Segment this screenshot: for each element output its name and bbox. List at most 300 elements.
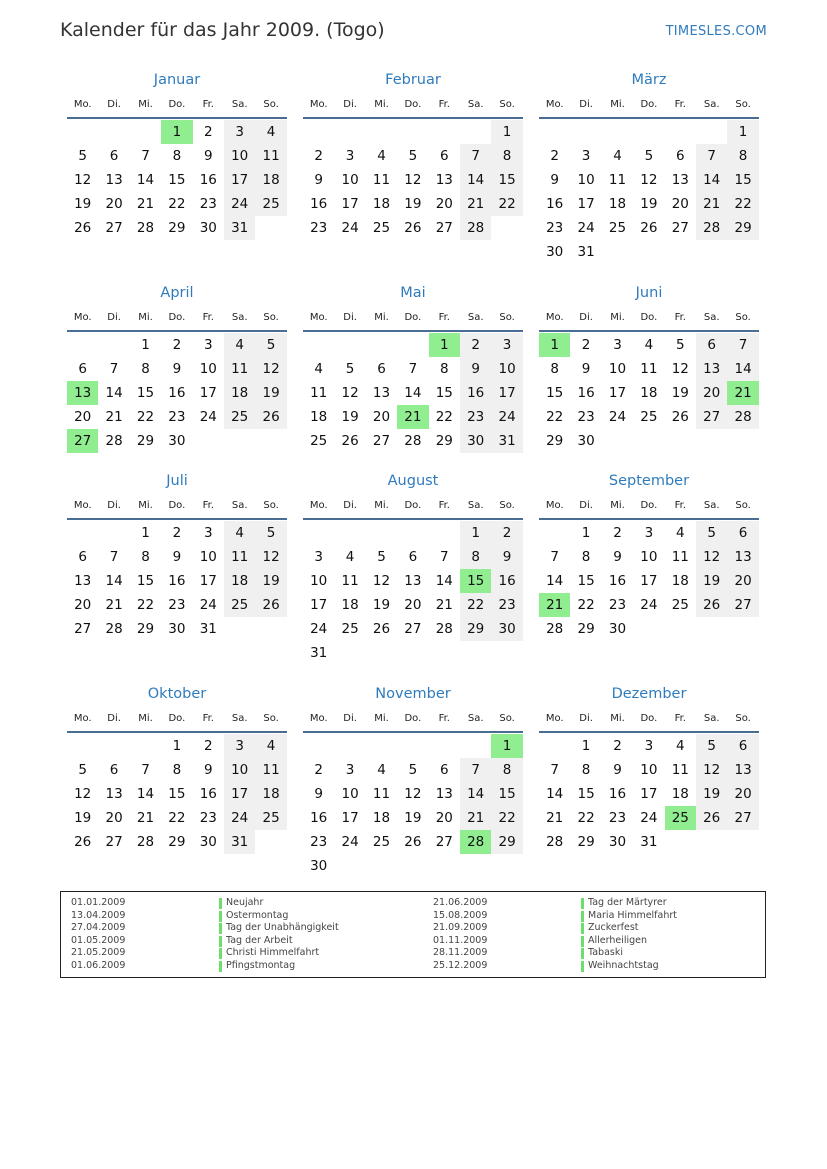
day-cell[interactable]: 26	[640, 220, 658, 236]
day-cell[interactable]: 29	[435, 433, 453, 449]
holiday-day-cell[interactable]: 21	[727, 381, 758, 405]
day-cell[interactable]: 27	[727, 806, 758, 830]
day-cell[interactable]: 6	[439, 762, 449, 778]
day-cell[interactable]: 6	[78, 361, 87, 377]
day-cell[interactable]: 9	[203, 762, 213, 778]
day-cell[interactable]: 11	[671, 549, 689, 565]
holiday-day-cell[interactable]: 21	[539, 593, 570, 617]
day-cell[interactable]: 2	[314, 148, 323, 164]
day-cell[interactable]: 7	[109, 549, 119, 565]
day-cell[interactable]: 23	[460, 405, 491, 429]
day-cell[interactable]: 13	[74, 573, 92, 589]
day-cell[interactable]: 2	[550, 148, 559, 164]
day-cell[interactable]: 4	[224, 521, 255, 545]
day-cell[interactable]: 7	[109, 361, 119, 377]
day-cell[interactable]: 31	[224, 830, 255, 854]
day-cell[interactable]: 2	[172, 337, 182, 353]
holiday-day-cell[interactable]: 27	[67, 429, 98, 453]
day-cell[interactable]: 27	[727, 593, 758, 617]
day-cell[interactable]: 15	[577, 786, 595, 802]
day-cell[interactable]: 30	[460, 429, 491, 453]
day-cell[interactable]: 8	[491, 758, 522, 782]
day-cell[interactable]: 4	[377, 148, 386, 164]
day-cell[interactable]: 15	[577, 573, 595, 589]
day-cell[interactable]: 4	[675, 525, 685, 541]
day-cell[interactable]: 18	[671, 573, 689, 589]
day-cell[interactable]: 24	[224, 192, 255, 216]
day-cell[interactable]: 20	[404, 597, 422, 613]
day-cell[interactable]: 3	[224, 120, 255, 144]
day-cell[interactable]: 29	[168, 834, 186, 850]
day-cell[interactable]: 6	[408, 549, 418, 565]
day-cell[interactable]: 26	[696, 593, 727, 617]
day-cell[interactable]: 3	[613, 337, 622, 353]
day-cell[interactable]: 16	[168, 385, 186, 401]
day-cell[interactable]: 22	[491, 192, 522, 216]
day-cell[interactable]: 7	[550, 549, 559, 565]
day-cell[interactable]: 17	[491, 381, 522, 405]
day-cell[interactable]: 3	[345, 762, 355, 778]
day-cell[interactable]: 17	[224, 782, 255, 806]
day-cell[interactable]: 21	[136, 810, 155, 826]
day-cell[interactable]: 26	[404, 834, 422, 850]
day-cell[interactable]: 14	[546, 786, 564, 802]
day-cell[interactable]: 30	[608, 621, 627, 637]
day-cell[interactable]: 9	[172, 361, 182, 377]
day-cell[interactable]: 28	[546, 834, 564, 850]
day-cell[interactable]: 29	[546, 433, 564, 449]
day-cell[interactable]: 22	[546, 409, 564, 425]
day-cell[interactable]: 6	[696, 333, 727, 357]
day-cell[interactable]: 24	[199, 597, 217, 613]
day-cell[interactable]: 12	[74, 786, 92, 802]
day-cell[interactable]: 31	[199, 621, 217, 637]
day-cell[interactable]: 3	[224, 734, 255, 758]
day-cell[interactable]: 26	[255, 405, 286, 429]
day-cell[interactable]: 22	[727, 192, 758, 216]
day-cell[interactable]: 28	[727, 405, 758, 429]
day-cell[interactable]: 25	[671, 597, 689, 613]
day-cell[interactable]: 29	[136, 621, 155, 637]
day-cell[interactable]: 11	[255, 144, 286, 168]
day-cell[interactable]: 14	[136, 172, 155, 188]
day-cell[interactable]: 3	[644, 738, 654, 754]
day-cell[interactable]: 22	[435, 409, 453, 425]
day-cell[interactable]: 30	[491, 617, 522, 641]
day-cell[interactable]: 3	[203, 337, 213, 353]
day-cell[interactable]: 7	[408, 361, 418, 377]
day-cell[interactable]: 18	[640, 385, 658, 401]
day-cell[interactable]: 23	[310, 220, 328, 236]
day-cell[interactable]: 19	[341, 409, 359, 425]
day-cell[interactable]: 4	[377, 762, 386, 778]
day-cell[interactable]: 21	[105, 409, 123, 425]
day-cell[interactable]: 17	[640, 786, 658, 802]
day-cell[interactable]: 26	[74, 834, 92, 850]
day-cell[interactable]: 19	[255, 569, 286, 593]
day-cell[interactable]: 13	[372, 385, 391, 401]
day-cell[interactable]: 9	[613, 762, 622, 778]
day-cell[interactable]: 10	[199, 361, 217, 377]
day-cell[interactable]: 30	[577, 433, 595, 449]
day-cell[interactable]: 20	[696, 381, 727, 405]
day-cell[interactable]: 6	[109, 148, 119, 164]
day-cell[interactable]: 1	[141, 337, 150, 353]
day-cell[interactable]: 5	[696, 521, 727, 545]
day-cell[interactable]: 30	[546, 244, 564, 260]
day-cell[interactable]: 6	[439, 148, 449, 164]
day-cell[interactable]: 28	[105, 433, 123, 449]
day-cell[interactable]: 10	[577, 172, 595, 188]
day-cell[interactable]: 15	[546, 385, 564, 401]
day-cell[interactable]: 21	[460, 806, 491, 830]
day-cell[interactable]: 28	[546, 621, 564, 637]
day-cell[interactable]: 7	[460, 144, 491, 168]
day-cell[interactable]: 12	[255, 545, 286, 569]
holiday-day-cell[interactable]: 1	[161, 120, 192, 144]
day-cell[interactable]: 13	[435, 786, 453, 802]
day-cell[interactable]: 20	[435, 810, 453, 826]
day-cell[interactable]: 17	[640, 573, 658, 589]
day-cell[interactable]: 10	[310, 573, 328, 589]
day-cell[interactable]: 14	[546, 573, 564, 589]
day-cell[interactable]: 30	[199, 220, 217, 236]
day-cell[interactable]: 6	[377, 361, 386, 377]
day-cell[interactable]: 4	[255, 120, 286, 144]
day-cell[interactable]: 19	[74, 810, 92, 826]
day-cell[interactable]: 2	[613, 525, 622, 541]
day-cell[interactable]: 31	[491, 429, 522, 453]
day-cell[interactable]: 29	[577, 834, 595, 850]
day-cell[interactable]: 27	[105, 220, 123, 236]
day-cell[interactable]: 17	[341, 810, 359, 826]
day-cell[interactable]: 28	[696, 216, 727, 240]
day-cell[interactable]: 20	[74, 597, 92, 613]
day-cell[interactable]: 7	[141, 148, 150, 164]
day-cell[interactable]: 2	[613, 738, 622, 754]
day-cell[interactable]: 14	[105, 573, 123, 589]
day-cell[interactable]: 16	[199, 786, 217, 802]
day-cell[interactable]: 6	[727, 734, 758, 758]
day-cell[interactable]: 16	[546, 196, 564, 212]
day-cell[interactable]: 7	[696, 144, 727, 168]
day-cell[interactable]: 18	[372, 196, 391, 212]
day-cell[interactable]: 16	[310, 810, 328, 826]
holiday-day-cell[interactable]: 1	[429, 333, 460, 357]
day-cell[interactable]: 8	[460, 545, 491, 569]
day-cell[interactable]: 8	[550, 361, 559, 377]
day-cell[interactable]: 16	[199, 172, 217, 188]
day-cell[interactable]: 24	[310, 621, 328, 637]
day-cell[interactable]: 20	[435, 196, 453, 212]
day-cell[interactable]: 24	[491, 405, 522, 429]
day-cell[interactable]: 11	[608, 172, 627, 188]
day-cell[interactable]: 8	[141, 361, 150, 377]
day-cell[interactable]: 12	[74, 172, 92, 188]
day-cell[interactable]: 12	[696, 758, 727, 782]
day-cell[interactable]: 3	[581, 148, 591, 164]
day-cell[interactable]: 8	[581, 762, 591, 778]
day-cell[interactable]: 24	[224, 806, 255, 830]
day-cell[interactable]: 7	[460, 758, 491, 782]
day-cell[interactable]: 28	[404, 433, 422, 449]
day-cell[interactable]: 1	[581, 525, 591, 541]
day-cell[interactable]: 19	[404, 810, 422, 826]
day-cell[interactable]: 5	[345, 361, 355, 377]
day-cell[interactable]: 10	[640, 549, 658, 565]
day-cell[interactable]: 25	[224, 405, 255, 429]
day-cell[interactable]: 6	[109, 762, 119, 778]
day-cell[interactable]: 9	[550, 172, 559, 188]
day-cell[interactable]: 27	[435, 834, 453, 850]
day-cell[interactable]: 26	[372, 621, 391, 637]
day-cell[interactable]: 29	[727, 216, 758, 240]
day-cell[interactable]: 24	[640, 597, 658, 613]
day-cell[interactable]: 30	[168, 433, 186, 449]
day-cell[interactable]: 26	[696, 806, 727, 830]
day-cell[interactable]: 17	[577, 196, 595, 212]
day-cell[interactable]: 5	[255, 521, 286, 545]
day-cell[interactable]: 5	[377, 549, 386, 565]
day-cell[interactable]: 14	[696, 168, 727, 192]
day-cell[interactable]: 9	[581, 361, 591, 377]
day-cell[interactable]: 10	[608, 361, 627, 377]
holiday-day-cell[interactable]: 1	[491, 734, 522, 758]
day-cell[interactable]: 9	[491, 545, 522, 569]
day-cell[interactable]: 8	[727, 144, 758, 168]
day-cell[interactable]: 18	[224, 381, 255, 405]
day-cell[interactable]: 10	[640, 762, 658, 778]
day-cell[interactable]: 5	[408, 762, 418, 778]
day-cell[interactable]: 11	[341, 573, 359, 589]
day-cell[interactable]: 27	[435, 220, 453, 236]
day-cell[interactable]: 24	[577, 220, 595, 236]
day-cell[interactable]: 18	[341, 597, 359, 613]
day-cell[interactable]: 22	[577, 810, 595, 826]
day-cell[interactable]: 13	[404, 573, 422, 589]
day-cell[interactable]: 20	[671, 196, 689, 212]
day-cell[interactable]: 17	[224, 168, 255, 192]
day-cell[interactable]: 16	[608, 573, 627, 589]
day-cell[interactable]: 5	[696, 734, 727, 758]
day-cell[interactable]: 18	[671, 786, 689, 802]
day-cell[interactable]: 14	[727, 357, 758, 381]
day-cell[interactable]: 13	[696, 357, 727, 381]
day-cell[interactable]: 18	[224, 569, 255, 593]
day-cell[interactable]: 9	[314, 786, 323, 802]
day-cell[interactable]: 8	[172, 148, 182, 164]
day-cell[interactable]: 4	[644, 337, 654, 353]
day-cell[interactable]: 25	[608, 220, 627, 236]
day-cell[interactable]: 29	[168, 220, 186, 236]
day-cell[interactable]: 24	[341, 220, 359, 236]
day-cell[interactable]: 31	[310, 645, 328, 661]
day-cell[interactable]: 4	[675, 738, 685, 754]
day-cell[interactable]: 2	[203, 124, 213, 140]
day-cell[interactable]: 19	[696, 569, 727, 593]
day-cell[interactable]: 6	[78, 549, 87, 565]
day-cell[interactable]: 5	[408, 148, 418, 164]
day-cell[interactable]: 11	[640, 361, 658, 377]
day-cell[interactable]: 19	[372, 597, 391, 613]
day-cell[interactable]: 31	[224, 216, 255, 240]
day-cell[interactable]: 4	[255, 734, 286, 758]
day-cell[interactable]: 28	[105, 621, 123, 637]
day-cell[interactable]: 3	[203, 525, 213, 541]
day-cell[interactable]: 23	[546, 220, 564, 236]
day-cell[interactable]: 4	[224, 333, 255, 357]
day-cell[interactable]: 14	[404, 385, 422, 401]
day-cell[interactable]: 13	[435, 172, 453, 188]
day-cell[interactable]: 18	[608, 196, 627, 212]
day-cell[interactable]: 9	[203, 148, 213, 164]
day-cell[interactable]: 4	[613, 148, 622, 164]
day-cell[interactable]: 8	[141, 549, 150, 565]
day-cell[interactable]: 23	[168, 409, 186, 425]
day-cell[interactable]: 11	[224, 357, 255, 381]
day-cell[interactable]: 1	[141, 525, 150, 541]
day-cell[interactable]: 23	[608, 810, 627, 826]
day-cell[interactable]: 2	[581, 337, 591, 353]
day-cell[interactable]: 11	[671, 762, 689, 778]
day-cell[interactable]: 9	[613, 549, 622, 565]
day-cell[interactable]: 19	[671, 385, 689, 401]
day-cell[interactable]: 25	[372, 220, 391, 236]
day-cell[interactable]: 29	[136, 433, 155, 449]
day-cell[interactable]: 28	[136, 220, 155, 236]
day-cell[interactable]: 22	[577, 597, 595, 613]
day-cell[interactable]: 27	[404, 621, 422, 637]
day-cell[interactable]: 19	[696, 782, 727, 806]
day-cell[interactable]: 1	[727, 120, 758, 144]
day-cell[interactable]: 23	[168, 597, 186, 613]
day-cell[interactable]: 12	[404, 786, 422, 802]
day-cell[interactable]: 5	[255, 333, 286, 357]
day-cell[interactable]: 24	[608, 409, 627, 425]
day-cell[interactable]: 23	[608, 597, 627, 613]
day-cell[interactable]: 22	[136, 409, 155, 425]
day-cell[interactable]: 22	[460, 593, 491, 617]
day-cell[interactable]: 15	[491, 782, 522, 806]
day-cell[interactable]: 15	[136, 385, 155, 401]
day-cell[interactable]: 19	[255, 381, 286, 405]
day-cell[interactable]: 4	[345, 549, 355, 565]
day-cell[interactable]: 16	[577, 385, 595, 401]
day-cell[interactable]: 7	[550, 762, 559, 778]
day-cell[interactable]: 25	[372, 834, 391, 850]
day-cell[interactable]: 12	[372, 573, 391, 589]
day-cell[interactable]: 27	[105, 834, 123, 850]
day-cell[interactable]: 30	[310, 858, 328, 874]
day-cell[interactable]: 14	[136, 786, 155, 802]
day-cell[interactable]: 10	[341, 786, 359, 802]
day-cell[interactable]: 30	[168, 621, 186, 637]
day-cell[interactable]: 31	[640, 834, 658, 850]
day-cell[interactable]: 11	[255, 758, 286, 782]
day-cell[interactable]: 30	[608, 834, 627, 850]
day-cell[interactable]: 23	[577, 409, 595, 425]
day-cell[interactable]: 21	[460, 192, 491, 216]
day-cell[interactable]: 7	[439, 549, 449, 565]
day-cell[interactable]: 8	[491, 144, 522, 168]
day-cell[interactable]: 29	[491, 830, 522, 854]
day-cell[interactable]: 12	[341, 385, 359, 401]
day-cell[interactable]: 3	[314, 549, 323, 565]
day-cell[interactable]: 6	[727, 521, 758, 545]
day-cell[interactable]: 12	[640, 172, 658, 188]
day-cell[interactable]: 6	[675, 148, 685, 164]
day-cell[interactable]: 19	[74, 196, 92, 212]
day-cell[interactable]: 29	[577, 621, 595, 637]
day-cell[interactable]: 4	[314, 361, 323, 377]
holiday-day-cell[interactable]: 1	[539, 333, 570, 357]
day-cell[interactable]: 22	[136, 597, 155, 613]
day-cell[interactable]: 19	[404, 196, 422, 212]
day-cell[interactable]: 14	[460, 782, 491, 806]
day-cell[interactable]: 17	[199, 573, 217, 589]
day-cell[interactable]: 11	[372, 786, 391, 802]
day-cell[interactable]: 3	[644, 525, 654, 541]
day-cell[interactable]: 29	[460, 617, 491, 641]
day-cell[interactable]: 20	[74, 409, 92, 425]
day-cell[interactable]: 16	[168, 573, 186, 589]
day-cell[interactable]: 13	[727, 758, 758, 782]
day-cell[interactable]: 25	[640, 409, 658, 425]
day-cell[interactable]: 3	[345, 148, 355, 164]
day-cell[interactable]: 10	[491, 357, 522, 381]
day-cell[interactable]: 21	[105, 597, 123, 613]
day-cell[interactable]: 23	[199, 196, 217, 212]
holiday-day-cell[interactable]: 21	[397, 405, 428, 429]
day-cell[interactable]: 1	[460, 521, 491, 545]
day-cell[interactable]: 16	[608, 786, 627, 802]
day-cell[interactable]: 18	[255, 168, 286, 192]
day-cell[interactable]: 28	[460, 216, 491, 240]
day-cell[interactable]: 16	[491, 569, 522, 593]
day-cell[interactable]: 12	[671, 361, 689, 377]
day-cell[interactable]: 13	[671, 172, 689, 188]
day-cell[interactable]: 10	[199, 549, 217, 565]
day-cell[interactable]: 17	[199, 385, 217, 401]
day-cell[interactable]: 11	[224, 545, 255, 569]
day-cell[interactable]: 25	[310, 433, 328, 449]
day-cell[interactable]: 24	[199, 409, 217, 425]
day-cell[interactable]: 15	[727, 168, 758, 192]
day-cell[interactable]: 5	[78, 762, 87, 778]
day-cell[interactable]: 2	[491, 521, 522, 545]
day-cell[interactable]: 9	[172, 549, 182, 565]
day-cell[interactable]: 20	[105, 810, 123, 826]
day-cell[interactable]: 5	[78, 148, 87, 164]
brand-logo[interactable]: TIMESLES.COM	[665, 24, 767, 39]
day-cell[interactable]: 17	[608, 385, 627, 401]
day-cell[interactable]: 18	[310, 409, 328, 425]
day-cell[interactable]: 8	[581, 549, 591, 565]
day-cell[interactable]: 25	[255, 806, 286, 830]
day-cell[interactable]: 18	[255, 782, 286, 806]
day-cell[interactable]: 20	[727, 782, 758, 806]
day-cell[interactable]: 11	[310, 385, 328, 401]
day-cell[interactable]: 15	[136, 573, 155, 589]
day-cell[interactable]: 28	[136, 834, 155, 850]
day-cell[interactable]: 2	[460, 333, 491, 357]
day-cell[interactable]: 28	[435, 621, 453, 637]
day-cell[interactable]: 21	[546, 810, 564, 826]
day-cell[interactable]: 22	[168, 196, 186, 212]
day-cell[interactable]: 16	[310, 196, 328, 212]
day-cell[interactable]: 20	[372, 409, 391, 425]
day-cell[interactable]: 25	[224, 593, 255, 617]
